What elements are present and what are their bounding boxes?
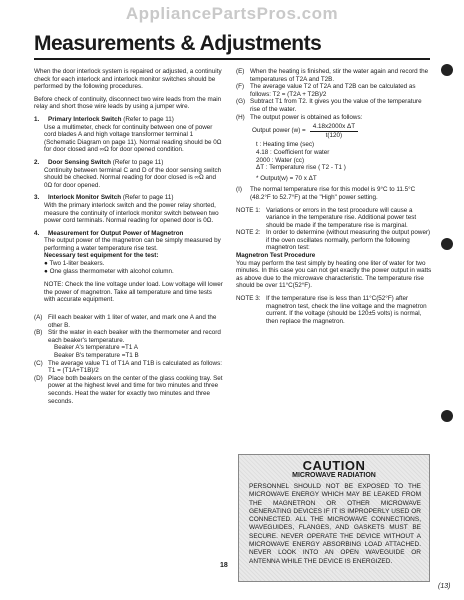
item-1-heading: Primary Interlock Switch (48, 115, 122, 123)
item-4-heading: Measurement for Output Power of Magnetron (48, 229, 184, 237)
beaker-b-temp: Beaker B's temperature =T1 B (54, 352, 139, 359)
item-1 (34, 116, 224, 154)
item-4-body: The output power of the magnetron can be simply measured by performing a water temperature rise test. (44, 237, 221, 252)
step-b: (B) Stir the water in each beaker with the thermometer and record each beaker's temperature. (34, 329, 221, 344)
step-a: (A) Fill each beaker with 1 liter of water, and mark one A and the other B. (34, 314, 217, 329)
item-2-ref: (Refer to page 11) (112, 158, 164, 166)
item-3 (34, 194, 224, 224)
caution-subtitle: MICROWAVE RADIATION (292, 472, 376, 479)
note-1: NOTE 1: Variations or errors in the test procedure will cause a variance in the temperature rise. Additional power test should be made if the temperature rise is marginal. (236, 206, 417, 229)
corner-mark: (13) (438, 583, 451, 590)
formula-denominator: t(120) (325, 131, 343, 139)
right-column (236, 68, 432, 325)
item-3-heading: Interlock Monitor Switch (48, 194, 122, 202)
step-g: (G) Subtract T1 from T2. It gives you the value of the temperature rise of the water. (236, 98, 422, 113)
item-4-number: 4. (34, 229, 40, 237)
item-1-ref: (Refer to page 11) (123, 115, 174, 123)
step-c: (C) The average value T1 of T1A and T1B is calculated as follows: T1 = (T1A+T1B)/2 (34, 359, 222, 375)
title-rule (34, 58, 430, 60)
note-2: NOTE 2: In order to determine (without measuring the output power) if the oven oscillates normally, perform the following magnetron test: (236, 229, 431, 252)
formula-definition: t : Heating time (sec) (256, 141, 315, 149)
note-3: NOTE 3: If the temperature rise is less than 11°C(52°F) after magnetron test, check the line voltage and the magnetron current. If the voltage (should be 120±5 volts) is normal, then replace the magnetron. (236, 295, 427, 325)
magnetron-test-body: You may perform the test simply by heating one liter of water for two minutes. In this case you can not get exactly the power output in watts as above due to the microwave characteristic. The temperature rise should be over 11°C(52°F). (236, 259, 432, 290)
item-3-number: 3. (34, 194, 40, 202)
step-f: (F) The average value T2 of T2A and T2B can be calculated as follows: T2 = (T2A + T2B)/2 (236, 83, 416, 98)
page-title: Measurements & Adjustments (34, 32, 322, 55)
formula-definition: 2000 : Water (cc) (256, 156, 305, 164)
magnetron-test-heading: Magnetron Test Procedure (236, 252, 316, 260)
item-2-heading: Door Sensing Switch (48, 158, 111, 166)
formula-definition: 4.18 : Coefficient for water (256, 148, 330, 156)
item-2-body: Continuity between terminal C and D of the door sensing switch should be checked. Normal reading for door closed is ∞Ω and 0Ω for door opened. (44, 166, 222, 189)
step-i: (I) The normal temperature rise for this model is 9°C to 11.5°C (48.2°F to 52.7°F) at the "High" power setting. (236, 186, 416, 201)
formula-numerator: 4.18x2000x ΔT (310, 123, 358, 132)
watermark: AppliancePartsPros.com (125, 4, 339, 23)
step-d: (D) Place both beakers on the center of the glass cooking tray. Set power at the highest level and time for two minutes and three seconds. Heat the water for exactly two minutes and three seconds. (34, 374, 223, 405)
formula-lhs: Output power (w) = (252, 127, 306, 135)
formula-definition: ΔT : Temperature rise ( T2 - T1 ) (256, 164, 346, 172)
output-equation: * Output(w) = 70 x ΔT (256, 174, 317, 182)
note-line-voltage: NOTE: Check the line voltage under load. Low voltage will lower the power of magnetron. Take all temperature and time tests with accurate equipment. (44, 281, 223, 304)
intro-paragraph: When the door interlock system is repaired or adjusted, a continuity check for each interlock and interlock monitor switches should be performed by the following procedures. (34, 68, 222, 91)
item-3-ref: (Refer to page 11) (122, 194, 174, 202)
left-column (34, 68, 224, 405)
caution-title: CAUTION (302, 458, 366, 473)
step-h: (H) The output power is obtained as follows: (236, 113, 363, 121)
equipment-item: ● One glass thermometer with alcohol column. (44, 267, 174, 275)
binder-hole-middle (441, 238, 453, 250)
item-1-number: 1. (34, 115, 40, 123)
before-paragraph: Before check of continuity, disconnect two wire leads from the main relay and short those wire leads by using a jumper wire. (34, 95, 222, 111)
caution-body: PERSONNEL SHOULD NOT BE EXPOSED TO THE MICROWAVE ENERGY WHICH MAY BE LEAKED FROM THE MAGNETRON OR OTHER MICROWAVE GENERATING DEVICES IF IT IS IMPROPERLY USED OR CONNECTED. ALL THE MICROWAVE CONNECTIONS, WAVEGUIDES, FLANGES, AND GASKETS MUST BE SECURE. NEVER OPERATE THE DEVICE WITHOUT A MICROWAVE ENERGY ABSORBING LOAD ATTACHED. NEVER LOOK INTO AN OPEN WAVEGUIDE OR ANTENNA WHILE THE DEVICE IS ENERGIZED. (249, 483, 421, 565)
page-number: 18 (220, 562, 228, 569)
output-power-formula (252, 123, 432, 139)
binder-hole-top (441, 64, 453, 76)
item-2-number: 2. (34, 158, 40, 166)
item-3-body: With the primary interlock switch and the power relay shorted, measure the continuity of interlock monitor switch between two power cord terminals. Normal reading for opened door is 0Ω. (44, 201, 219, 225)
item-2 (34, 159, 224, 189)
binder-hole-bottom (441, 410, 453, 422)
steps-left (34, 314, 224, 405)
step-e: (E) When the heating is finished, stir the water again and record the temperatures of T2A and T2B. (236, 68, 429, 83)
equipment-item: ● Two 1-liter beakers. (44, 260, 105, 268)
equipment-heading: Necessary test equipment for the test: (44, 252, 159, 260)
beaker-a-temp: Beaker A's temperature =T1 A (54, 344, 138, 352)
item-4 (34, 230, 224, 276)
item-1-body: Use a multimeter, check for continuity between one of power cord blades A and high voltage transformer terminal 1 (Schematic Diagram on page 11). Normal reading should be 0Ω for door closed and ∞Ω for door opened condition. (44, 123, 222, 154)
caution-box (238, 454, 430, 582)
